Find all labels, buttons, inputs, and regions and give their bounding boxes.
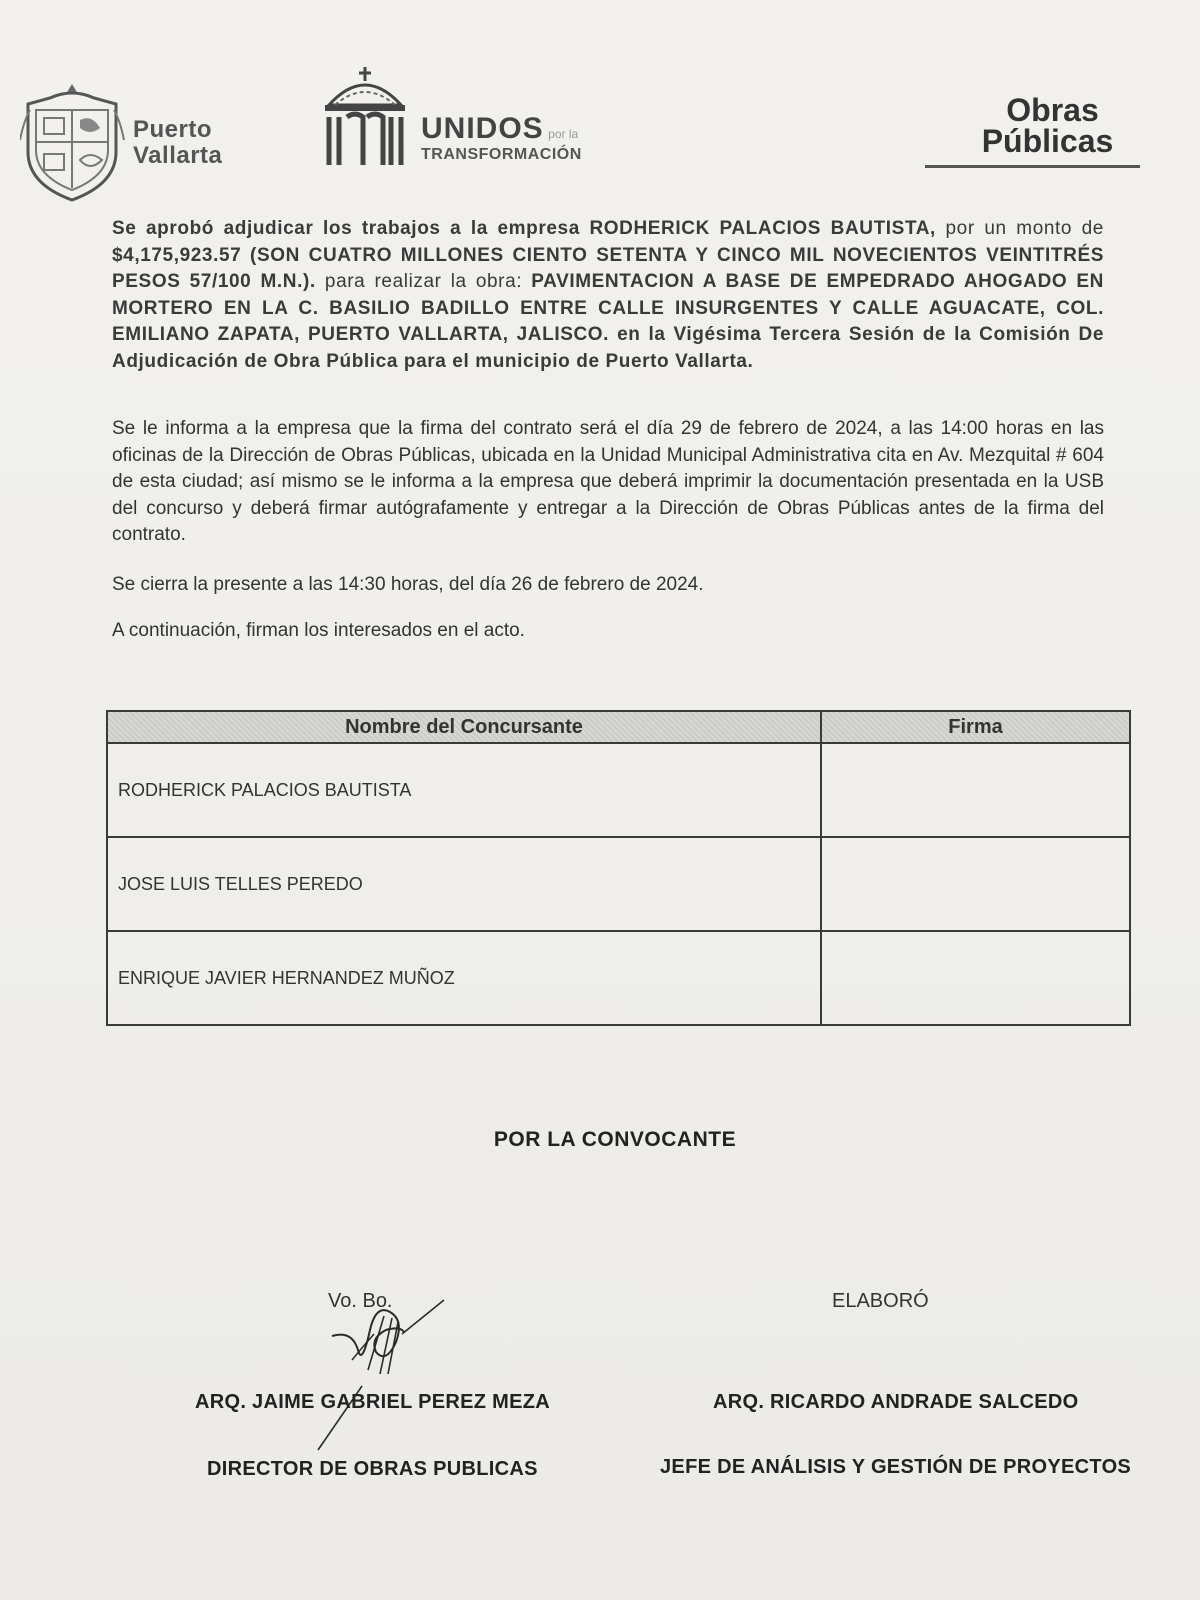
p1-c: $4,175,923.57 (SON CUATRO MILLONES CIENTO SETENTA Y CINCO MIL NOVECIENTOS VEINTITRÉS PESOS 57/100 M.N.).	[112, 244, 1104, 292]
director-role: DIRECTOR DE OBRAS PUBLICAS	[207, 1458, 538, 1480]
convocante-title: POR LA CONVOCANTE	[493, 1128, 737, 1151]
puerto-vallarta-wordmark	[133, 117, 222, 169]
closing-paragraph: Se cierra la presente a las 14:30 horas, del día 26 de febrero de 2024.	[112, 574, 704, 595]
table-row	[107, 837, 1130, 931]
pv-line2: Vallarta	[133, 141, 223, 169]
table-header-row	[107, 711, 1130, 743]
obras-underline	[925, 165, 1140, 168]
elaborador-name: ARQ. RICARDO ANDRADE SALCEDO	[713, 1391, 1079, 1413]
bidder-name: ENRIQUE JAVIER HERNANDEZ MUÑOZ	[107, 931, 821, 1025]
header-nombre: Nombre del Concursante	[107, 711, 821, 743]
p1-a: Se aprobó adjudicar los trabajos a la empresa RODHERICK PALACIOS BAUTISTA,	[112, 218, 936, 239]
director-name: ARQ. JAIME GABRIEL PEREZ MEZA	[195, 1391, 551, 1413]
signature-cell	[821, 931, 1130, 1025]
p1-d: para realizar la obra:	[315, 271, 532, 292]
letterhead	[20, 60, 1140, 210]
unidos-por-text: por la	[548, 126, 579, 141]
bidder-name: RODHERICK PALACIOS BAUTISTA	[107, 743, 821, 837]
obras-line2: Públicas	[981, 123, 1114, 159]
p1-e: PAVIMENTACION A BASE DE EMPEDRADO AHOGADO EN MORTERO EN LA C. BASILIO BADILLO ENTRE CALLE INSURGENTES Y CALLE AGUACATE, COL. EMILIANO ZAPATA, PUERTO VALLARTA, JALISCO.	[112, 271, 1104, 345]
p1-b: por un monto de	[935, 218, 1104, 239]
unidos-wordmark	[421, 112, 582, 164]
puerto-vallarta-logo	[20, 80, 222, 205]
signature-cell	[821, 743, 1130, 837]
obras-publicas-logo	[925, 92, 1140, 168]
unidos-main-text: UNIDOS	[421, 111, 544, 145]
handwritten-signature	[300, 1290, 470, 1470]
header-firma: Firma	[821, 711, 1130, 743]
vobo-label: Vo. Bo.	[328, 1290, 393, 1312]
elaboro-label: ELABORÓ	[832, 1290, 929, 1312]
signature-cell	[821, 837, 1130, 931]
bidder-name: JOSE LUIS TELLES PEREDO	[107, 837, 821, 931]
unidos-sub-text: TRANSFORMACIÓN	[421, 145, 582, 163]
cathedral-crown-icon	[315, 65, 415, 170]
table-row	[107, 743, 1130, 837]
signers-intro-paragraph: A continuación, firman los interesados en el acto.	[112, 620, 525, 641]
elaborador-role: JEFE DE ANÁLISIS Y GESTIÓN DE PROYECTOS	[660, 1456, 1132, 1478]
award-paragraph	[112, 216, 1104, 375]
contract-info-paragraph: Se le informa a la empresa que la firma del contrato será el día 29 de febrero de 2024, a las 14:00 horas en las oficinas de la Dirección de Obras Públicas, ubicada en la Unidad Municipal Administrativa cita en Av. Mezquital # 604 de esta ciudad; así mismo se le informa a la empresa que deberá imprimir la documentación presentada en la USB del concurso y deberá firmar autógrafamente y entregar a la Dirección de Obras Públicas antes de la firma del contrato.	[112, 418, 1104, 545]
bidders-table	[106, 710, 1131, 1026]
pv-line1: Puerto	[133, 115, 213, 143]
unidos-logo	[315, 65, 582, 170]
table-row	[107, 931, 1130, 1025]
coat-of-arms-icon	[20, 80, 125, 205]
p1-f: en la Vigésima Tercera Sesión de la Comisión De Adjudicación de Obra Pública para el municipio de Puerto Vallarta.	[112, 324, 1104, 372]
obras-line1: Obras	[1006, 92, 1099, 128]
